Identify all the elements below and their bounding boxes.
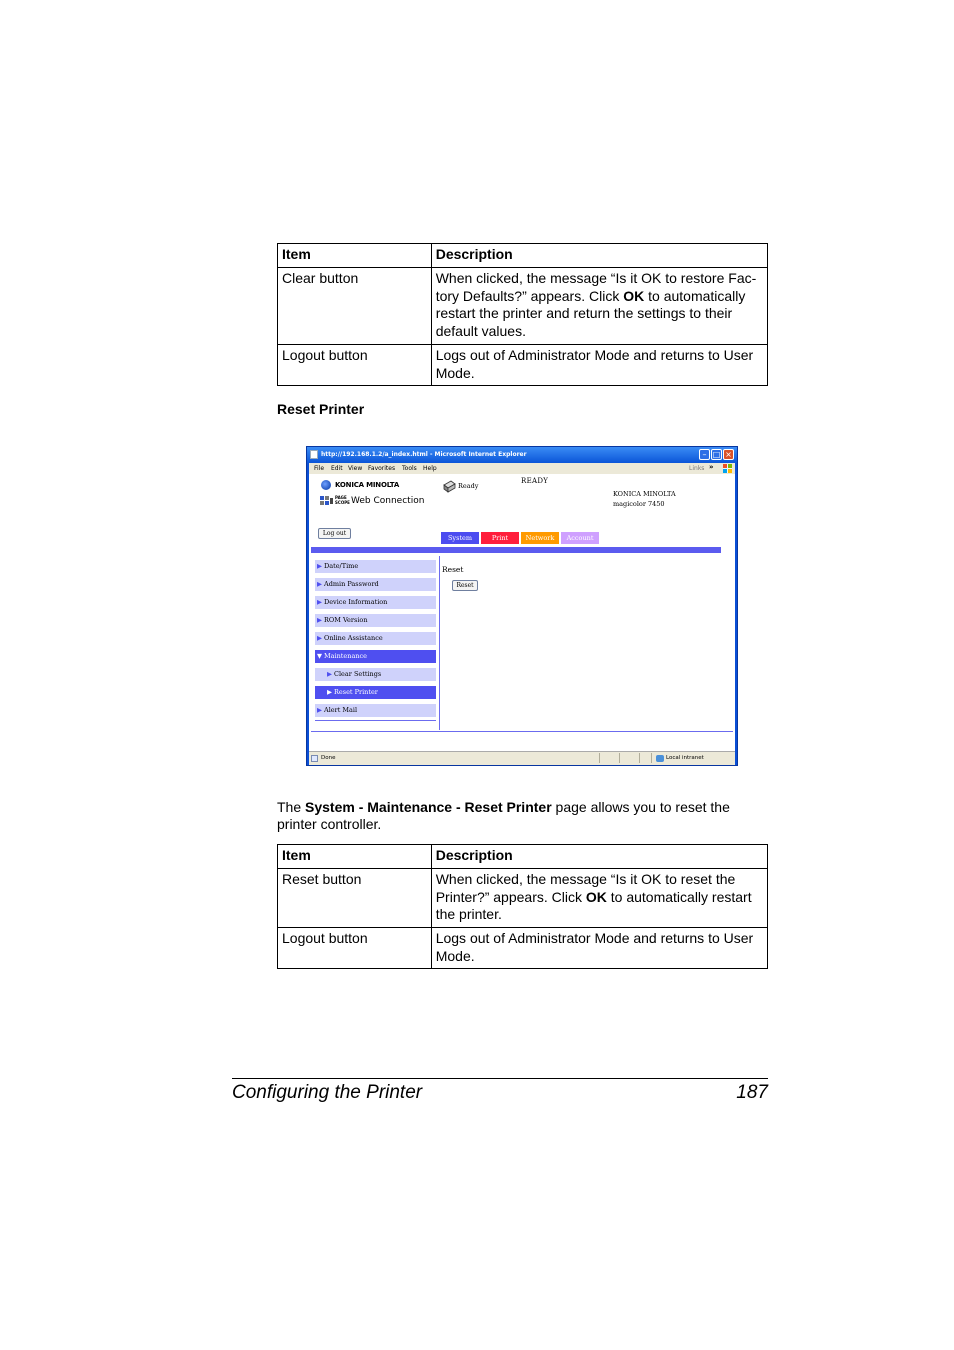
sidebar-item-maintenance[interactable] xyxy=(315,650,436,663)
sidebar-item-rom-version[interactable] xyxy=(315,614,436,627)
logo-text: KONICA MINOLTA xyxy=(335,481,400,489)
sidebar-item-admin-password[interactable] xyxy=(315,578,436,591)
sidebar-item-label: Maintenance xyxy=(324,652,367,660)
sidebar-item-date-time[interactable] xyxy=(315,560,436,573)
description-bold: OK xyxy=(585,888,607,905)
pagescope-small-text xyxy=(335,496,350,505)
sidebar-item-reset-printer[interactable] xyxy=(315,686,436,699)
reset-button[interactable]: Reset xyxy=(452,580,478,591)
menu-help[interactable]: Help xyxy=(423,465,437,472)
windows-logo-icon xyxy=(723,464,732,473)
web-connection-label: Web Connection xyxy=(351,496,425,506)
item-cell: Clear button xyxy=(278,268,432,345)
description-cell xyxy=(431,268,767,345)
sidebar-item-label: Alert Mail xyxy=(324,706,358,714)
paragraph-text: The xyxy=(277,799,306,815)
menu-tools[interactable]: Tools xyxy=(402,465,417,472)
page-number: 187 xyxy=(736,1082,768,1103)
chevron-right-icon[interactable]: » xyxy=(709,463,714,471)
status-bar xyxy=(309,751,735,765)
table-row xyxy=(278,869,768,928)
description-cell xyxy=(431,869,767,928)
column-header-description: Description xyxy=(431,845,767,869)
triangle-right-icon: ▶ xyxy=(317,706,322,714)
status-separator xyxy=(639,753,640,763)
pagescope-word-scope: SCOPE xyxy=(335,499,350,505)
sidebar-item-online-assistance[interactable] xyxy=(315,632,436,645)
browser-title: http://192.168.1.2/a_index.html - Microsoft Internet Explorer xyxy=(321,451,527,458)
triangle-down-icon: ▼ xyxy=(317,652,322,660)
printer-icon xyxy=(442,478,456,492)
browser-window-screenshot xyxy=(306,446,738,766)
footer-chapter-title: Configuring the Printer xyxy=(232,1082,423,1103)
tab-system[interactable]: System xyxy=(441,532,479,544)
description-text: When clicked, the message “Is it OK to reset the Printer?” appears. Click xyxy=(435,871,736,905)
menu-edit[interactable]: Edit xyxy=(331,465,343,472)
sidebar-item-device-information[interactable] xyxy=(315,596,436,609)
description-paragraph xyxy=(277,799,769,833)
links-label[interactable]: Links xyxy=(689,465,705,472)
content-divider xyxy=(439,556,440,730)
page-icon xyxy=(310,450,318,459)
tab-print[interactable]: Print xyxy=(481,532,519,544)
sidebar-item-label: Admin Password xyxy=(324,580,379,588)
brand-name: KONICA MINOLTA xyxy=(613,490,676,498)
printer-model xyxy=(613,489,676,509)
web-page xyxy=(309,474,735,751)
triangle-right-icon: ▶ xyxy=(327,670,332,678)
model-name: magicolor 7450 xyxy=(613,500,665,508)
sidebar-item-clear-settings[interactable] xyxy=(315,668,436,681)
section-heading: Reset Printer xyxy=(277,401,365,417)
sidebar-divider xyxy=(315,720,436,721)
status-text: Done xyxy=(321,755,336,761)
logout-button[interactable]: Log out xyxy=(318,528,351,539)
triangle-right-icon: ▶ xyxy=(317,634,322,642)
description-cell: Logs out of Administrator Mode and returns to User Mode. xyxy=(431,928,767,969)
tab-account[interactable]: Account xyxy=(561,532,599,544)
maximize-icon[interactable]: □ xyxy=(712,450,721,459)
description-text: When clicked, the message “Is it OK to restore Fac-tory Defaults?” appears. Click xyxy=(435,270,757,304)
pagescope-icon xyxy=(320,496,334,506)
globe-icon xyxy=(321,480,331,490)
sidebar-item-alert-mail[interactable] xyxy=(315,704,436,717)
tab-network[interactable]: Network xyxy=(521,532,559,544)
sidebar-item-label: Reset Printer xyxy=(334,688,378,696)
description-cell: Logs out of Administrator Mode and returns to User Mode. xyxy=(431,345,767,386)
browser-titlebar xyxy=(307,447,737,463)
reset-label: Reset xyxy=(442,565,464,574)
triangle-right-icon: ▶ xyxy=(327,688,332,696)
column-header-item: Item xyxy=(278,845,432,869)
header-divider xyxy=(311,547,721,553)
close-icon[interactable]: × xyxy=(723,449,734,460)
intranet-icon xyxy=(656,755,664,762)
printer-ready-label: Ready xyxy=(458,482,479,490)
page-done-icon xyxy=(311,755,318,762)
column-header-item: Item xyxy=(278,244,432,268)
table-row xyxy=(278,928,768,969)
item-cell: Reset button xyxy=(278,869,432,928)
footer-rule xyxy=(232,1078,768,1079)
description-text: to automatically restart the printer. xyxy=(435,888,752,922)
menu-file[interactable]: File xyxy=(314,465,325,472)
description-bold: OK xyxy=(623,287,645,304)
menu-favorites[interactable]: Favorites xyxy=(368,465,396,472)
security-zone: Local intranet xyxy=(666,755,704,761)
table-row xyxy=(278,345,768,386)
sidebar-item-label: ROM Version xyxy=(324,616,368,624)
item-cell: Logout button xyxy=(278,928,432,969)
status-separator xyxy=(599,753,600,763)
menu-view[interactable]: View xyxy=(348,465,363,472)
description-text: to automatically restart the printer and return the settings to their default values. xyxy=(435,287,746,339)
status-separator xyxy=(651,753,652,763)
triangle-right-icon: ▶ xyxy=(317,562,322,570)
column-header-description: Description xyxy=(431,244,767,268)
paragraph-bold: System - Maintenance - Reset Printer xyxy=(305,799,552,815)
footer-divider xyxy=(311,731,733,732)
sidebar-item-label: Online Assistance xyxy=(324,634,383,642)
sidebar-item-label: Date/Time xyxy=(324,562,359,570)
pagescope-word-page: PAGE xyxy=(335,495,347,500)
triangle-right-icon: ▶ xyxy=(317,598,322,606)
sidebar-item-label: Device Information xyxy=(324,598,388,606)
table-header-row xyxy=(278,845,768,869)
minimize-icon[interactable]: – xyxy=(699,449,710,460)
sidebar-item-label: Clear Settings xyxy=(334,670,382,678)
items-table-clear-logout xyxy=(277,243,768,386)
paragraph-text: page allows you to reset the printer controller. xyxy=(277,799,730,832)
menu-bar xyxy=(309,463,735,474)
printer-status: READY xyxy=(521,477,549,485)
items-table-reset-logout xyxy=(277,844,768,969)
item-cell: Logout button xyxy=(278,345,432,386)
status-separator xyxy=(619,753,620,763)
triangle-right-icon: ▶ xyxy=(317,616,322,624)
table-header-row xyxy=(278,244,768,268)
triangle-right-icon: ▶ xyxy=(317,580,322,588)
table-row xyxy=(278,268,768,345)
